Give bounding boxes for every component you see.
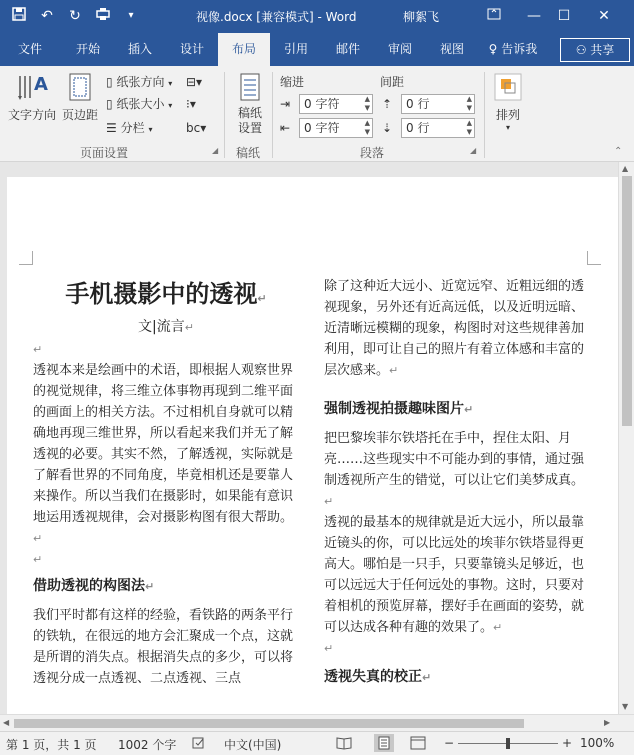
spacing-after-value: 0 行 bbox=[406, 121, 430, 135]
ribbon-display-icon[interactable] bbox=[482, 4, 506, 28]
section-heading[interactable] bbox=[33, 576, 299, 597]
draft-paper-button[interactable] bbox=[230, 72, 270, 136]
body-paragraph[interactable] bbox=[324, 428, 592, 512]
arrange-label: 排列 bbox=[495, 108, 520, 122]
tab-design[interactable]: 设计 bbox=[179, 42, 204, 56]
body-paragraph-text: 我们平时都有这样的经验，看铁路的两条平行的铁轨，在很远的地方会汇聚成一个点，这就是所谓的消失点。根据消失点的多少，可以将透视分成一点透视、二点透视、三点 bbox=[33, 608, 294, 686]
web-layout-icon[interactable] bbox=[410, 736, 426, 753]
doc-author-text: 文|流言 bbox=[138, 319, 185, 335]
body-paragraph-text: 透视本来是绘画中的术语，即根据人观察世界的视觉规律，将三维立体事物再现到二维平面的画面上的相关方法。不过相机自身就可以精确地再现三维世界，所以看起来我们并无了解透视的必要。其实不然，了解透视，实际就是了解看世界的不同角度，毕竟相机还是要靠人来操作。所以当我们在摄影时，如果能有意识地运用透视规律，会对摄影构图有很大帮助。 bbox=[33, 363, 294, 525]
scroll-up-icon[interactable]: ▲ bbox=[622, 164, 629, 173]
section-heading-text: 借助透视的构图法 bbox=[33, 578, 145, 594]
user-name[interactable]: 柳絮飞 bbox=[403, 10, 440, 24]
scroll-down-icon[interactable]: ▼ bbox=[622, 702, 629, 711]
tab-home[interactable]: 开始 bbox=[75, 42, 100, 56]
chevron-down-icon: ▾ bbox=[168, 79, 173, 88]
read-mode-icon[interactable] bbox=[336, 736, 352, 753]
paragraph-mark: ↵ bbox=[257, 292, 267, 305]
margins-label: 页边距 bbox=[61, 108, 98, 122]
paragraph-mark: ↵ bbox=[389, 364, 399, 377]
section-heading[interactable] bbox=[324, 667, 592, 688]
paragraph-mark: ↵ bbox=[33, 532, 43, 545]
page-count[interactable]: 第 1 页，共 1 页 bbox=[6, 738, 97, 752]
undo-icon[interactable]: ↶ bbox=[41, 8, 53, 24]
section-heading-text: 透视失真的校正 bbox=[324, 669, 422, 685]
doc-title-text: 手机摄影中的透视 bbox=[65, 280, 258, 308]
tell-me[interactable] bbox=[482, 33, 544, 66]
columns-label: 分栏 bbox=[120, 121, 145, 135]
text-direction-button[interactable] bbox=[6, 72, 58, 123]
doc-title[interactable] bbox=[33, 277, 299, 316]
indent-right-input[interactable] bbox=[299, 118, 373, 138]
spacing-heading: 间距 bbox=[380, 75, 405, 89]
tab-references[interactable]: 引用 bbox=[283, 42, 308, 56]
margin-corner-mark bbox=[19, 251, 33, 265]
breaks-button[interactable] bbox=[186, 72, 202, 92]
body-paragraph[interactable] bbox=[33, 605, 299, 689]
body-paragraph-text: 把巴黎埃菲尔铁塔托在手中，捏住太阳、月亮……这些现实中不可能办到的事情，通过强制透视所产生的错觉，可以让它们美梦成真。 bbox=[324, 431, 585, 488]
margins-icon bbox=[64, 72, 96, 102]
maximize-icon[interactable]: ☐ bbox=[557, 8, 571, 24]
size-button[interactable] bbox=[106, 94, 172, 114]
print-layout-icon[interactable] bbox=[374, 734, 394, 752]
language[interactable]: 中文(中国) bbox=[224, 738, 282, 752]
text-direction-icon bbox=[16, 72, 48, 102]
body-paragraph-text: 透视的最基本的规律就是近大远小，所以最靠近镜头的你，可以比远处的埃菲尔铁塔显得更高大。哪怕是一只手，只要靠镜头足够近，也可以远远大于任何远处的事物。这时，只要对着相机的预览屏幕，摆好手在画面的姿势，就可以达成各种有趣的效果了。 bbox=[324, 515, 585, 635]
spinner-icon[interactable]: ▲ ▼ bbox=[364, 95, 370, 112]
body-paragraph[interactable] bbox=[324, 276, 592, 381]
paragraph-launcher-icon[interactable]: ◢ bbox=[470, 146, 477, 155]
title-bar bbox=[0, 0, 634, 33]
tab-view[interactable]: 视图 bbox=[439, 42, 464, 56]
scroll-right-icon[interactable]: ▶ bbox=[604, 718, 611, 727]
size-icon: ▯ bbox=[106, 97, 113, 111]
paragraph-mark: ↵ bbox=[422, 671, 432, 684]
empty-paragraph: ↵ bbox=[324, 642, 334, 655]
tell-me-label: 告诉我 bbox=[501, 42, 538, 56]
doc-author[interactable] bbox=[33, 316, 299, 339]
share-button[interactable] bbox=[560, 38, 630, 62]
spinner-icon[interactable]: ▲ ▼ bbox=[364, 119, 370, 136]
size-label: 纸张大小 bbox=[116, 97, 165, 111]
paragraph-mark: ↵ bbox=[184, 321, 194, 334]
orientation-label: 纸张方向 bbox=[116, 75, 165, 89]
page-setup-launcher-icon[interactable]: ◢ bbox=[212, 146, 219, 155]
tab-mailings[interactable]: 邮件 bbox=[335, 42, 360, 56]
draft-group-label: 稿纸 bbox=[236, 146, 261, 160]
tab-layout[interactable]: 布局 bbox=[218, 33, 270, 66]
body-paragraph[interactable] bbox=[33, 360, 299, 549]
print-preview-icon[interactable] bbox=[92, 6, 114, 26]
arrange-icon bbox=[492, 72, 524, 102]
arrange-button[interactable] bbox=[490, 72, 526, 132]
page-setup-group-label: 页面设置 bbox=[80, 146, 129, 160]
page bbox=[7, 177, 618, 714]
draft-paper-icon bbox=[234, 72, 266, 102]
orientation-icon: ▯ bbox=[106, 75, 113, 89]
left-column bbox=[33, 277, 299, 689]
paragraph-mark: ↵ bbox=[145, 580, 155, 593]
save-icon[interactable] bbox=[8, 6, 30, 26]
orientation-button[interactable] bbox=[106, 72, 172, 92]
lightbulb-icon: ♀ bbox=[488, 42, 498, 56]
indent-left-icon: ⇥ bbox=[280, 97, 291, 111]
zoom-out-icon[interactable]: − bbox=[444, 736, 455, 750]
collapse-ribbon-icon[interactable]: ⌃ bbox=[614, 146, 623, 157]
ribbon bbox=[0, 66, 634, 162]
right-column bbox=[324, 276, 592, 688]
svg-text:A: A bbox=[34, 74, 48, 95]
zoom-slider-thumb[interactable] bbox=[506, 738, 510, 749]
paragraph-mark: ↵ bbox=[493, 621, 503, 634]
line-numbers-icon: ⁝▾ bbox=[186, 97, 196, 111]
tab-review[interactable]: 审阅 bbox=[387, 42, 412, 56]
share-label: 共享 bbox=[590, 43, 615, 57]
tab-insert[interactable]: 插入 bbox=[127, 42, 152, 56]
breaks-icon: ⊟▾ bbox=[186, 75, 203, 89]
body-paragraph-text: 除了这种近大远小、近宽远窄、近粗远细的透视现象，另外还有近高远低，以及近明远暗、近清晰远模糊的现象，构图时对这些规律善加利用，即可让自己的照片有着立体感和丰富的层次感来。 bbox=[324, 279, 585, 378]
spinner-icon[interactable]: ▲ ▼ bbox=[466, 119, 472, 136]
paragraph-mark: ↵ bbox=[324, 495, 334, 508]
group-separator bbox=[484, 72, 485, 158]
spacing-after-input[interactable] bbox=[401, 118, 475, 138]
spacing-after-icon: ⇣ bbox=[382, 121, 393, 135]
close-icon[interactable]: ✕ bbox=[598, 8, 610, 24]
indent-left-value: 0 字符 bbox=[304, 97, 340, 111]
chevron-down-icon: ▾ bbox=[505, 123, 510, 132]
section-heading[interactable] bbox=[324, 399, 592, 420]
spacing-before-input[interactable] bbox=[401, 94, 475, 114]
spinner-icon[interactable]: ▲ ▼ bbox=[466, 95, 472, 112]
status-bar bbox=[0, 731, 634, 755]
horizontal-scrollbar[interactable] bbox=[0, 714, 634, 731]
body-paragraph[interactable] bbox=[324, 512, 592, 638]
margin-corner-mark bbox=[587, 251, 601, 265]
proofing-icon[interactable] bbox=[192, 736, 206, 753]
redo-icon[interactable]: ↻ bbox=[69, 8, 81, 24]
vertical-scroll-thumb[interactable] bbox=[622, 176, 632, 426]
chevron-down-icon: ▾ bbox=[168, 101, 173, 110]
person-icon: ⚇ bbox=[575, 43, 587, 57]
vertical-scrollbar[interactable] bbox=[618, 162, 634, 714]
section-heading-text: 强制透视拍摄趣味图片 bbox=[324, 401, 464, 417]
customize-icon[interactable]: ▾ bbox=[128, 10, 134, 21]
indent-heading: 缩进 bbox=[280, 75, 305, 89]
indent-right-value: 0 字符 bbox=[304, 121, 340, 135]
scroll-left-icon[interactable]: ◀ bbox=[3, 718, 10, 727]
tab-file[interactable]: 文件 bbox=[17, 42, 42, 56]
draft-paper-label: 稿纸设置 bbox=[237, 106, 262, 135]
chevron-down-icon: ▾ bbox=[148, 125, 153, 134]
columns-button[interactable] bbox=[106, 118, 152, 138]
zoom-in-icon[interactable]: + bbox=[562, 736, 573, 750]
horizontal-scroll-thumb[interactable] bbox=[14, 719, 524, 728]
zoom-level[interactable]: 100% bbox=[580, 736, 615, 750]
indent-left-input[interactable] bbox=[299, 94, 373, 114]
empty-paragraph: ↵ bbox=[33, 553, 43, 566]
spacing-before-value: 0 行 bbox=[406, 97, 430, 111]
minimize-icon[interactable]: — bbox=[527, 8, 541, 24]
quick-access-toolbar bbox=[8, 6, 142, 26]
paragraph-group-label: 段落 bbox=[360, 146, 385, 160]
spacing-before-icon: ⇡ bbox=[382, 97, 393, 111]
text-direction-label: 文字方向 bbox=[7, 108, 56, 122]
empty-paragraph: ↵ bbox=[33, 343, 43, 356]
hyphenation-icon: bc▾ bbox=[186, 121, 207, 135]
paragraph-mark: ↵ bbox=[464, 403, 474, 416]
group-separator bbox=[224, 72, 225, 158]
hyphenation-button[interactable] bbox=[186, 118, 206, 138]
document-title: 视像.docx [兼容模式] - Word bbox=[196, 10, 357, 24]
line-numbers-button[interactable] bbox=[186, 94, 196, 114]
margins-button[interactable] bbox=[60, 72, 100, 123]
columns-icon: ☰ bbox=[106, 121, 117, 135]
document-area bbox=[0, 162, 618, 714]
ribbon-tabs bbox=[0, 33, 634, 66]
group-separator bbox=[272, 72, 273, 158]
indent-right-icon: ⇤ bbox=[280, 121, 291, 135]
word-count[interactable]: 1002 个字 bbox=[118, 738, 177, 752]
